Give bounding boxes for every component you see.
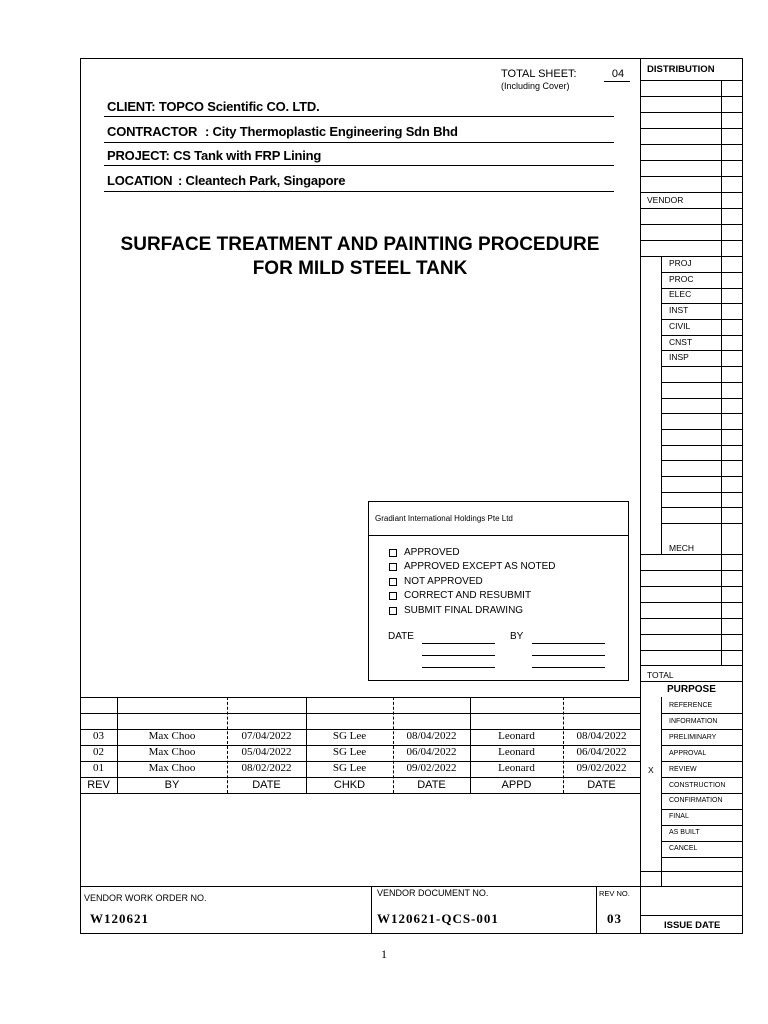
department-row-rule <box>661 429 743 430</box>
purpose-preliminary: PRELIMINARY <box>669 733 717 741</box>
purpose-row-rule <box>661 745 743 746</box>
purpose-construction: CONSTRUCTION <box>669 781 726 789</box>
purpose-row-rule <box>661 841 743 842</box>
purpose-row-rule <box>661 713 743 714</box>
client-rule <box>104 116 614 117</box>
revision-cell-appd: Leonard <box>498 730 535 742</box>
checkbox-icon <box>389 578 397 586</box>
distribution-heading: DISTRIBUTION <box>647 64 715 75</box>
distribution-row-rule <box>640 602 743 603</box>
distribution-inner-rule <box>721 80 722 256</box>
distribution-row-rule <box>640 634 743 635</box>
department-row-rule <box>661 445 743 446</box>
revision-cell-rev: 01 <box>93 762 104 774</box>
revision-cell-appd: Leonard <box>498 762 535 774</box>
distribution-row-rule <box>640 208 743 209</box>
stamp-option-approved-except-as-noted[interactable]: APPROVED EXCEPT AS NOTED <box>389 561 556 572</box>
department-row-rule <box>661 303 743 304</box>
revision-cell-chkd-date: 06/04/2022 <box>406 746 457 758</box>
footer-column-rule <box>596 886 597 934</box>
department-row-rule <box>661 523 743 524</box>
stamp-date-label: DATE <box>388 631 414 642</box>
purpose-row-rule <box>640 915 743 916</box>
document-title-line-1: SURFACE TREATMENT AND PAINTING PROCEDURE <box>120 234 600 255</box>
stamp-option-not-approved[interactable]: NOT APPROVED <box>389 576 483 587</box>
location-label: LOCATION <box>107 173 173 188</box>
department-row-rule <box>661 413 743 414</box>
contractor-value: : City Thermoplastic Engineering Sdn Bhd <box>205 124 458 139</box>
stamp-option-correct-and-resubmit[interactable]: CORRECT AND RESUBMIT <box>389 590 531 601</box>
stamp-by-line <box>532 643 605 644</box>
distribution-row-rule <box>640 192 743 193</box>
stamp-by-line <box>532 667 605 668</box>
stamp-date-line <box>422 667 495 668</box>
location-rule <box>104 191 614 192</box>
purpose-approval: APPROVAL <box>669 749 707 757</box>
revision-cell-chkd: SG Lee <box>332 746 367 758</box>
purpose-heading: PURPOSE <box>667 684 716 695</box>
vendor-work-order-value: W120621 <box>90 911 149 926</box>
department-row-rule <box>661 460 743 461</box>
revision-header-chkd: CHKD <box>333 779 366 791</box>
contractor-label: CONTRACTOR <box>107 124 198 139</box>
purpose-review: REVIEW <box>669 765 697 773</box>
checkbox-icon <box>389 563 397 571</box>
rev-no-label: REV NO. <box>599 889 630 898</box>
department-row-rule <box>661 366 743 367</box>
project-line: PROJECT: CS Tank with FRP Lining <box>107 148 322 163</box>
vendor-document-label: VENDOR DOCUMENT NO. <box>377 888 489 898</box>
revision-header-rev: REV <box>87 779 110 791</box>
revision-cell-by: Max Choo <box>148 746 196 758</box>
distribution-row-rule <box>640 570 743 571</box>
client-line: CLIENT: TOPCO Scientific CO. LTD. <box>107 99 320 114</box>
purpose-final: FINAL <box>669 813 689 821</box>
distribution-row-rule <box>640 650 743 651</box>
purpose-row-rule <box>661 857 743 858</box>
revision-cell-chkd-date: 08/04/2022 <box>406 730 457 742</box>
department-row-rule <box>661 398 743 399</box>
distribution-row-rule <box>640 224 743 225</box>
revision-cell-appd: Leonard <box>498 746 535 758</box>
revision-cell-rev: 03 <box>93 730 104 742</box>
total-sheet-value: 04 <box>611 68 625 80</box>
vendor-label: VENDOR <box>647 195 684 205</box>
revision-cell-date: 07/04/2022 <box>241 730 292 742</box>
including-cover-note: (Including Cover) <box>501 81 570 91</box>
revision-header-by: BY <box>164 779 180 791</box>
department-insp: INSP <box>669 352 689 363</box>
stamp-by-label: BY <box>510 631 524 642</box>
distribution-row-rule <box>640 240 743 241</box>
distribution-row-rule <box>640 160 743 161</box>
purpose-confirmation: CONFIRMATION <box>669 797 723 805</box>
stamp-company-name: Gradiant International Holdings Pte Ltd <box>375 514 513 523</box>
revision-cell-date: 05/04/2022 <box>241 746 292 758</box>
approval-stamp <box>368 501 629 681</box>
sidebar-left-rule <box>640 58 641 934</box>
purpose-row-rule <box>661 825 743 826</box>
stamp-by-line <box>532 655 605 656</box>
review-selected-mark: X <box>648 765 654 775</box>
purpose-cancel: CANCEL <box>669 845 698 853</box>
rev-no-value: 03 <box>607 911 622 926</box>
checkbox-icon <box>389 549 397 557</box>
revision-cell-chkd: SG Lee <box>332 762 367 774</box>
revision-header-date: DATE <box>252 779 281 791</box>
purpose-row-rule <box>661 809 743 810</box>
footer-top-rule <box>80 886 640 887</box>
revision-table-top-rule <box>80 697 640 698</box>
issue-date-label: ISSUE DATE <box>664 920 721 931</box>
department-left-rule <box>661 256 662 554</box>
vendor-work-order-label: VENDOR WORK ORDER NO. <box>84 893 207 903</box>
contractor-rule <box>104 142 614 143</box>
purpose-row-rule <box>640 871 743 872</box>
revision-cell-chkd: SG Lee <box>332 730 367 742</box>
purpose-row-rule <box>661 777 743 778</box>
total-sheet-underline <box>604 81 630 82</box>
location-value: : Cleantech Park, Singapore <box>178 173 346 188</box>
vendor-document-value: W120621-QCS-001 <box>377 911 499 926</box>
department-elec: ELEC <box>669 289 692 300</box>
department-inst: INST <box>669 305 689 316</box>
distribution-row-rule <box>640 554 743 555</box>
distribution-row-rule <box>640 112 743 113</box>
total-sheet-label: TOTAL SHEET: <box>501 68 577 80</box>
department-mech: MECH <box>669 543 695 553</box>
total-label: TOTAL <box>647 670 674 680</box>
distribution-row-rule <box>640 618 743 619</box>
purpose-row-rule <box>661 729 743 730</box>
department-row-rule <box>661 350 743 351</box>
department-proj: PROJ <box>669 258 692 268</box>
checkbox-icon <box>389 592 397 600</box>
checkbox-icon <box>389 607 397 615</box>
department-row-rule <box>661 382 743 383</box>
distribution-row-rule <box>640 96 743 97</box>
revision-row-rule <box>80 777 640 778</box>
department-proc: PROC <box>669 273 694 284</box>
footer-column-rule <box>371 886 372 934</box>
page-number: 1 <box>381 947 387 961</box>
revision-cell-appd-date: 06/04/2022 <box>576 746 627 758</box>
distribution-row-rule <box>640 144 743 145</box>
revision-header-date: DATE <box>417 779 446 791</box>
stamp-option-submit-final-drawing[interactable]: SUBMIT FINAL DRAWING <box>389 605 523 616</box>
department-cnst: CNST <box>669 336 693 347</box>
revision-header-rule <box>80 793 640 794</box>
department-row-rule <box>661 507 743 508</box>
purpose-information: INFORMATION <box>669 717 718 725</box>
stamp-option-approved[interactable]: APPROVED <box>389 547 460 558</box>
distribution-row-rule <box>640 176 743 177</box>
department-civil: CIVIL <box>669 320 691 331</box>
document-title-line-2: FOR MILD STEEL TANK <box>252 258 468 279</box>
revision-cell-by: Max Choo <box>148 730 196 742</box>
purpose-as-built: AS BUILT <box>669 829 700 837</box>
revision-cell-appd-date: 09/02/2022 <box>576 762 627 774</box>
revision-cell-by: Max Choo <box>148 762 196 774</box>
distribution-row-rule <box>640 80 743 81</box>
stamp-date-line <box>422 655 495 656</box>
purpose-row-rule <box>640 886 743 887</box>
revision-cell-rev: 02 <box>93 746 104 758</box>
revision-header-date: DATE <box>587 779 616 791</box>
department-row-rule <box>661 476 743 477</box>
distribution-row-rule <box>640 665 743 666</box>
distribution-row-rule <box>640 128 743 129</box>
distribution-row-rule <box>640 681 743 682</box>
stamp-date-line <box>422 643 495 644</box>
purpose-row-rule <box>661 761 743 762</box>
purpose-row-rule <box>661 793 743 794</box>
project-rule <box>104 165 614 166</box>
purpose-reference: REFERENCE <box>669 702 713 709</box>
revision-row-rule <box>80 713 640 714</box>
document-frame <box>80 58 743 934</box>
revision-header-appd: APPD <box>501 779 532 791</box>
revision-cell-appd-date: 08/04/2022 <box>576 730 627 742</box>
revision-cell-chkd-date: 09/02/2022 <box>406 762 457 774</box>
stamp-divider <box>369 535 628 536</box>
distribution-row-rule <box>640 256 743 257</box>
revision-cell-date: 08/02/2022 <box>241 762 292 774</box>
distribution-row-rule <box>640 586 743 587</box>
department-row-rule <box>661 492 743 493</box>
